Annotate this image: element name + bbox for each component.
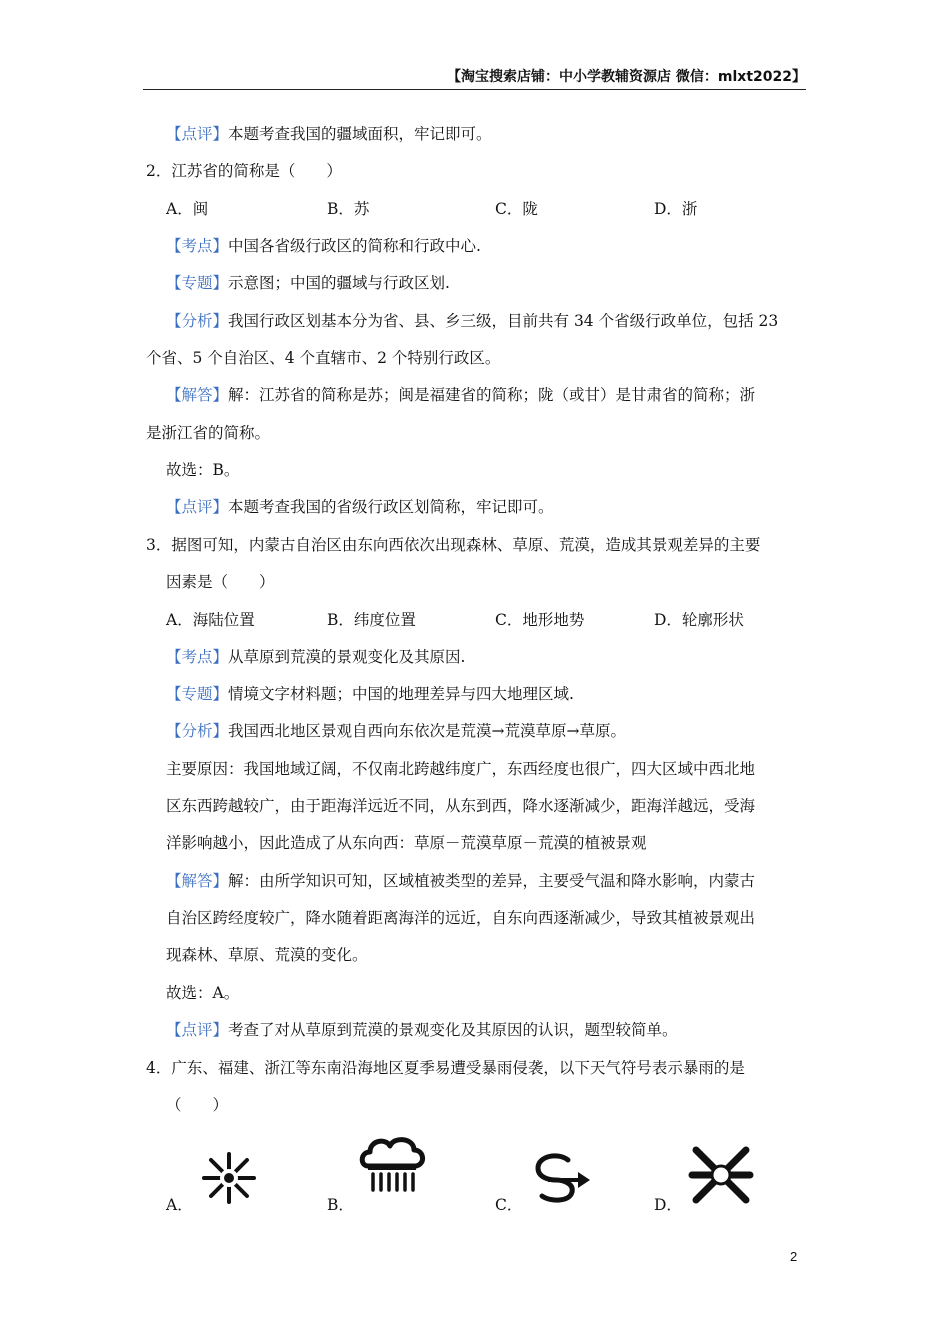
q2-answer: 故选：B。: [166, 461, 240, 479]
q4-stem: 4．广东、福建、浙江等东南沿海地区夏季易遭受暴雨侵袭，以下天气符号表示暴雨的是: [146, 1059, 745, 1077]
kaodian-tag: 【考点】: [166, 648, 229, 666]
q2-option-b: B．苏: [327, 200, 370, 218]
dianping-tag: 【点评】: [166, 498, 229, 516]
q3-jieda-line2: 自治区跨经度较广，降水随着距离海洋的远近，自东向西逐渐减少，导致其植被景观出: [166, 909, 756, 927]
q3-option-d: D．轮廓形状: [654, 611, 744, 629]
q4-option-c-label: C．: [495, 1196, 523, 1214]
fenxi-text: 我国西北地区景观自西向东依次是荒漠→荒漠草原→草原。: [228, 722, 626, 740]
page-number: 2: [790, 1249, 798, 1264]
jieda-tag: 【解答】: [166, 872, 229, 890]
rainstorm-cloud-icon: [356, 1132, 428, 1196]
dianping-text: 本题考查我国的省级行政区划简称，牢记即可。: [228, 498, 554, 516]
q2-zhuanti: [166, 273, 450, 293]
fenxi-text: 我国行政区划基本分为省、县、乡三级，目前共有 34 个省级行政单位，包括 23: [228, 312, 779, 330]
q3-option-b: B．纬度位置: [327, 611, 416, 629]
q3-zhuanti: [166, 684, 574, 704]
q3-stem: 3．据图可知，内蒙古自治区由东向西依次出现森林、草原、荒漠，造成其景观差异的主要: [146, 536, 761, 554]
q2-kaodian: [166, 236, 481, 256]
q3-stem-line2: 因素是（ ）: [166, 573, 275, 591]
comment-tag: 【点评】: [166, 125, 229, 143]
kaodian-tag: 【考点】: [166, 237, 229, 255]
q3-jieda-line3: 现森林、草原、荒漠的变化。: [166, 946, 368, 964]
dianping-text: 考查了对从草原到荒漠的景观变化及其原因的认识，题型较简单。: [228, 1021, 678, 1039]
kaodian-text: 中国各省级行政区的简称和行政中心.: [228, 237, 481, 255]
q3-reason-line2: 区东西跨越较广，由于距海洋远近不同，从东到西，降水逐渐减少，距海洋越远，受海: [166, 797, 756, 815]
q2-jieda: [166, 385, 755, 405]
q3-fenxi: [166, 721, 626, 741]
snow-icon: [684, 1142, 758, 1208]
q2-option-c: C．陇: [495, 200, 538, 218]
jieda-tag: 【解答】: [166, 386, 229, 404]
q4-stem-line2: （ ）: [166, 1096, 229, 1114]
kaodian-text: 从草原到荒漠的景观变化及其原因.: [228, 648, 466, 666]
q2-fenxi-line2: 个省、5 个自治区、4 个直辖市、2 个特别行政区。: [146, 349, 501, 367]
q3-answer: 故选：A。: [166, 984, 240, 1002]
zhuanti-text: 示意图；中国的疆域与行政区划.: [228, 274, 450, 292]
header-rule: [143, 89, 806, 90]
q1-comment: [166, 124, 492, 144]
q2-option-a: A．闽: [166, 200, 209, 218]
q4-option-d-label: D．: [654, 1196, 682, 1214]
q3-jieda: [166, 871, 755, 891]
zhuanti-tag: 【专题】: [166, 274, 229, 292]
q2-fenxi: [166, 311, 778, 331]
q3-reason-line3: 洋影响越小，因此造成了从东向西：草原－荒漠草原－荒漠的植被景观: [166, 834, 647, 852]
jieda-text: 解：由所学知识可知，区域植被类型的差异，主要受气温和降水影响，内蒙古: [228, 872, 756, 890]
jieda-text: 解：江苏省的简称是苏；闽是福建省的简称；陇（或甘）是甘肃省的简称；浙: [228, 386, 756, 404]
sun-icon: [196, 1150, 262, 1206]
fenxi-tag: 【分析】: [166, 312, 229, 330]
q3-option-c: C．地形地势: [495, 611, 585, 629]
q2-stem: 2．江苏省的简称是（ ）: [146, 162, 342, 180]
typhoon-icon: [524, 1150, 590, 1206]
q3-option-a: A．海陆位置: [166, 611, 255, 629]
q3-dianping: [166, 1020, 678, 1040]
q3-kaodian: [166, 647, 465, 667]
q3-reason-line1: 主要原因：我国地域辽阔，不仅南北跨越纬度广，东西经度也很广，四大区域中西北地: [166, 760, 756, 778]
dianping-tag: 【点评】: [166, 1021, 229, 1039]
q4-option-b-label: B．: [327, 1196, 354, 1214]
q2-dianping: [166, 497, 554, 517]
q4-option-a-label: A．: [166, 1196, 193, 1214]
zhuanti-tag: 【专题】: [166, 685, 229, 703]
q2-option-d: D．浙: [654, 200, 698, 218]
page-header: 【淘宝搜索店铺：中小学教辅资源店 微信：mlxt2022】: [447, 69, 806, 85]
comment-text: 本题考查我国的疆域面积，牢记即可。: [228, 125, 492, 143]
fenxi-tag: 【分析】: [166, 722, 229, 740]
q2-jieda-line2: 是浙江省的简称。: [146, 424, 271, 442]
zhuanti-text: 情境文字材料题；中国的地理差异与四大地理区域.: [228, 685, 574, 703]
